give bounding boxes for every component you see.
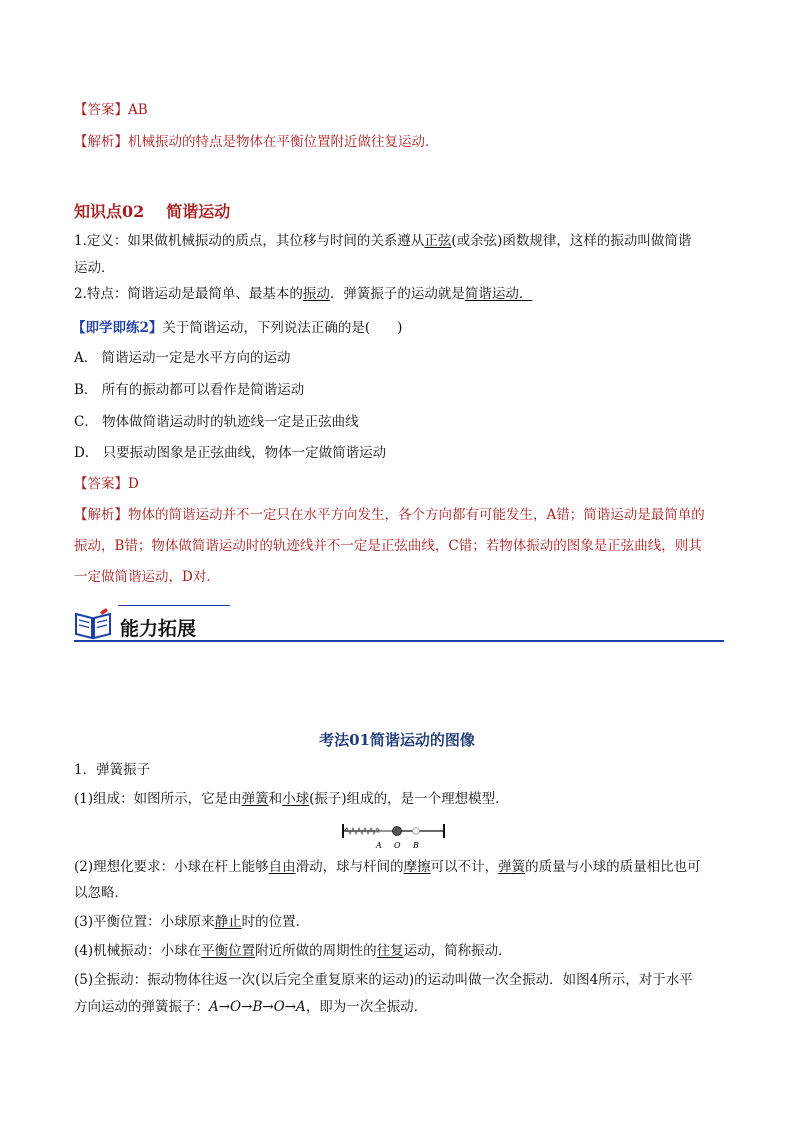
vibration-text-2: 附近所做的周期性的 — [255, 943, 377, 959]
option-b: B． 所有的振动都可以看作是简谐运动 — [74, 382, 305, 398]
exercise-text: 关于简谐运动，下列说法正确的是( ) — [162, 320, 403, 336]
open-book-icon — [74, 608, 112, 640]
answer-line-1 — [74, 100, 148, 120]
option-a: A． 简谐运动一定是水平方向的运动 — [74, 350, 291, 366]
full-vibration-text: 方向运动的弹簧振子： — [74, 999, 209, 1015]
idealization-line-1 — [74, 857, 701, 877]
section-title: 能力拓展 — [120, 618, 197, 640]
knowledge-point-heading — [74, 199, 230, 222]
composition-underlined-1: 弹簧 — [241, 791, 269, 807]
idealization-text-3: 可以不计， — [430, 859, 499, 875]
option-d: D． 只要振动图象是正弦曲线，物体一定做简谐运动 — [74, 445, 387, 461]
vibration-underlined-1: 平衡位置 — [201, 943, 256, 959]
analysis-line-2c: 一定做简谐运动，D对． — [74, 569, 220, 585]
option-c: C． 物体做简谐运动时的轨迹线一定是正弦曲线 — [74, 414, 359, 430]
idealization-line-2: 以忽略． — [74, 885, 128, 901]
spring-oscillator-figure — [340, 820, 450, 850]
full-vibration-line-1: (5)全振动：振动物体往返一次(以后完全重复原来的运动)的运动叫做一次全振动．如图4所示，对于水平 — [74, 972, 693, 988]
header-top-rule — [118, 605, 230, 606]
full-vibration-path: A→O→B→O→A — [209, 999, 306, 1015]
composition-text-3: (振子)组成的，是一个理想模型． — [309, 791, 509, 807]
composition-underlined-2: 小球 — [282, 791, 310, 807]
vibration-text: (4)机械振动：小球在 — [74, 943, 202, 959]
equilibrium-line — [74, 912, 309, 932]
idealization-text: (2)理想化要求：小球在杆上能够 — [74, 859, 269, 875]
feature-text-2: ．弹簧振子的运动就是 — [329, 286, 465, 302]
vibration-text-3: 运动，简称振动． — [403, 943, 512, 959]
feature-text: 2.特点：简谐运动是最简单、最基本的 — [74, 286, 303, 302]
analysis-line-2b: 振动，B错；物体做简谐运动时的轨迹线并不一定是正弦曲线，C错；若物体振动的图象是正弦曲线，则其 — [74, 538, 702, 554]
equilibrium-text-2: 时的位置． — [241, 914, 310, 930]
kp-title: 简谐运动 — [166, 202, 231, 221]
vibration-underlined-2: 往复 — [376, 943, 404, 959]
definition-line-2 — [74, 258, 115, 278]
idealization-underlined-1: 自由 — [268, 859, 296, 875]
exercise-tag: 【即学即练2】 — [72, 320, 163, 336]
analysis-line-1 — [74, 132, 439, 152]
answer-value: AB — [128, 102, 148, 118]
analysis-line-2a — [74, 505, 705, 525]
definition-text-3: 运动． — [74, 260, 115, 276]
feature-underlined-2: 简谐运动． — [464, 286, 533, 302]
exercise-question — [72, 318, 402, 338]
mechanical-vibration-line — [74, 941, 512, 961]
answer-line-2 — [74, 474, 139, 494]
figure-label-o: O — [394, 841, 401, 850]
definition-line-1 — [74, 231, 691, 251]
full-vibration-text-2: ，即为一次全振动． — [305, 999, 428, 1015]
idealization-underlined-2: 摩擦 — [403, 859, 431, 875]
analysis-text: 机械振动的特点是物体在平衡位置附近做往复运动． — [128, 134, 439, 150]
figure-label-b: B — [413, 841, 419, 850]
analysis-tag-2: 【解析】 — [74, 507, 128, 523]
composition-line — [74, 789, 509, 809]
idealization-text-2: 滑动，球与杆间的 — [295, 859, 404, 875]
method-title: 考法01简谐运动的图像 — [319, 731, 475, 749]
definition-text: 1.定义：如果做机械振动的质点，其位移与时间的关系遵从 — [74, 233, 425, 249]
answer-tag-2: 【答案】 — [74, 476, 128, 492]
feature-line — [74, 284, 532, 304]
full-vibration-line-2 — [74, 997, 427, 1017]
analysis-tag: 【解析】 — [74, 134, 128, 150]
definition-text-2: (或余弦)函数规律，这样的振动叫做简谐 — [451, 233, 692, 249]
spring-oscillator-heading: 1．弹簧振子 — [74, 762, 151, 778]
ability-section-header — [74, 602, 724, 642]
feature-underlined-1: 振动 — [302, 286, 330, 302]
equilibrium-underlined: 静止 — [214, 914, 242, 930]
equilibrium-text: (3)平衡位置：小球原来 — [74, 914, 215, 930]
composition-text-2: 和 — [268, 791, 283, 807]
composition-text: (1)组成：如图所示，它是由 — [74, 791, 242, 807]
kp-number: 知识点02 — [74, 202, 145, 221]
figure-label-a: A — [376, 841, 382, 850]
analysis-text-2a: 物体的简谐运动并不一定只在水平方向发生，各个方向都有可能发生，A错；简谐运动是最简单的 — [128, 507, 705, 523]
idealization-text-4: 的质量与小球的质量相比也可 — [525, 859, 701, 875]
definition-underlined: 正弦 — [424, 233, 452, 249]
header-bottom-rule — [74, 640, 724, 642]
answer-tag: 【答案】 — [74, 102, 128, 118]
idealization-underlined-3: 弹簧 — [498, 859, 526, 875]
answer-value-2: D — [128, 476, 139, 492]
